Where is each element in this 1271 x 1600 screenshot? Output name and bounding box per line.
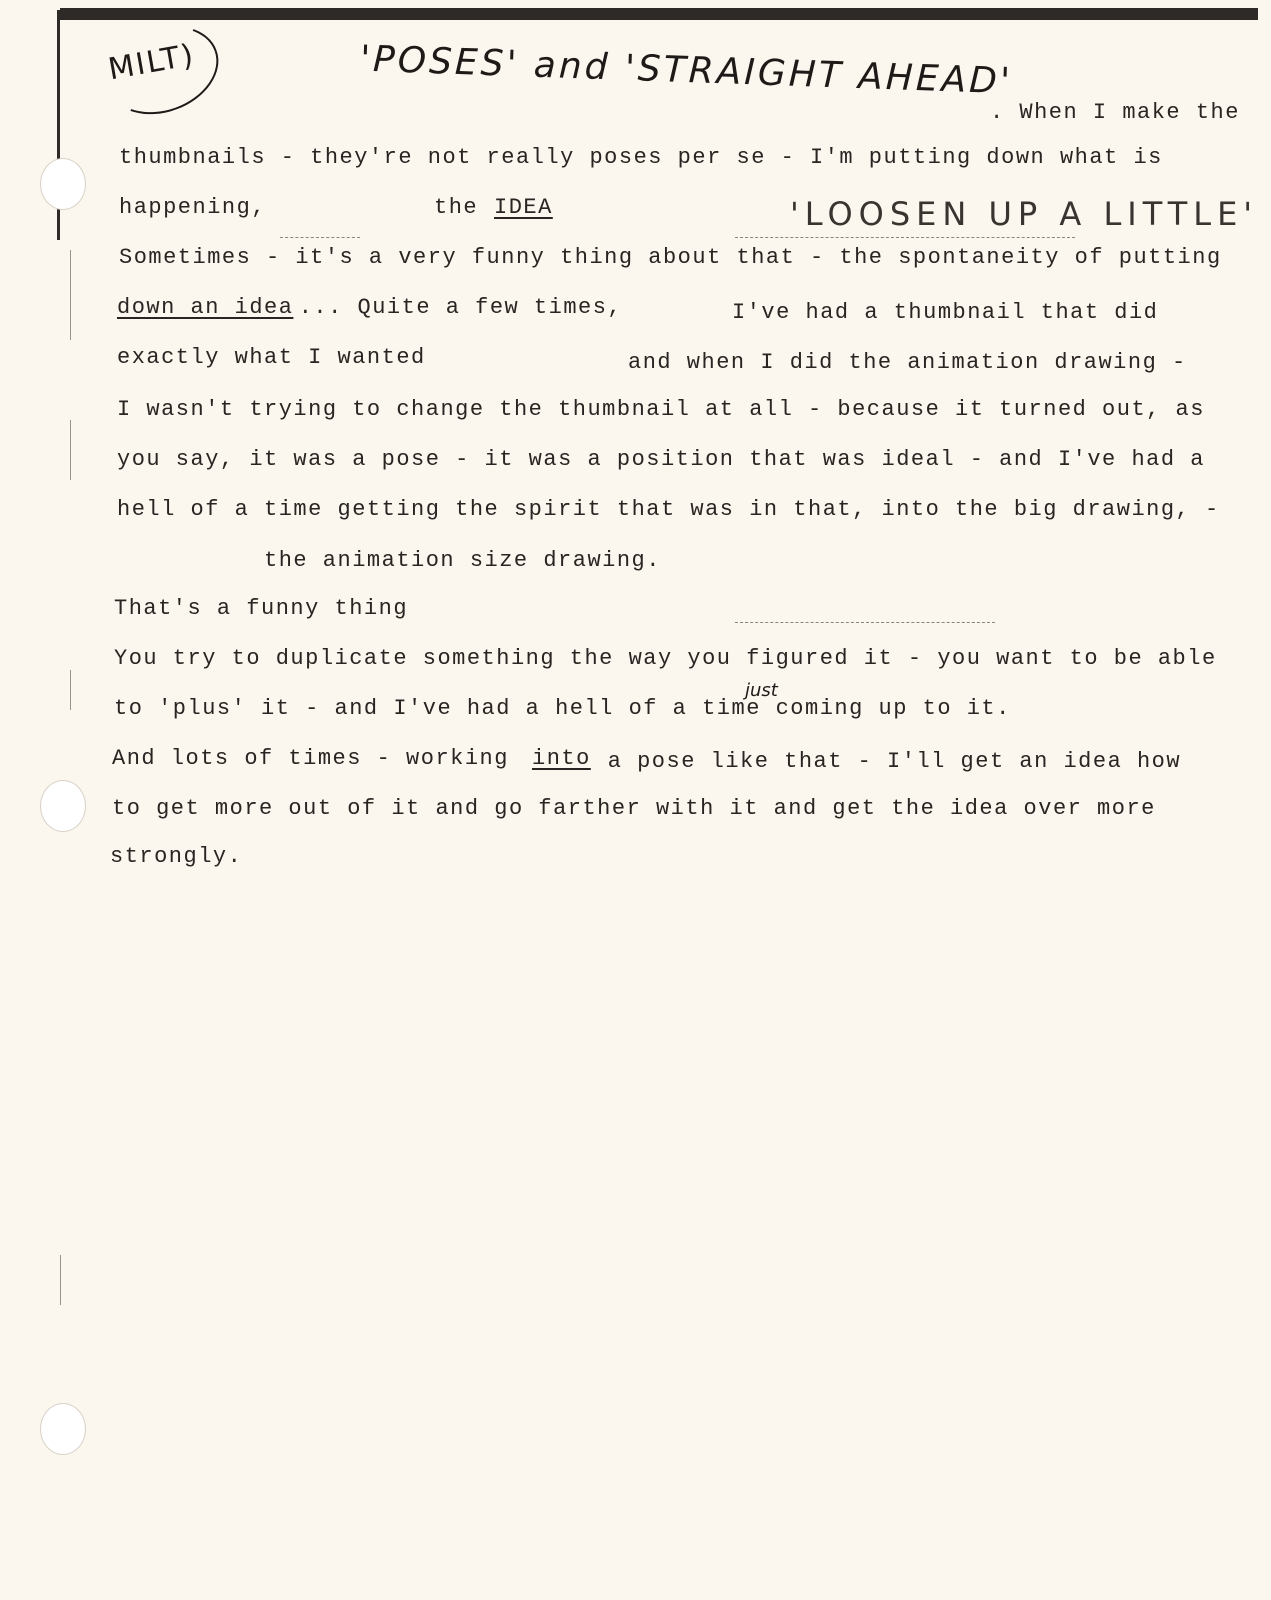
text-line: to get more out of it and go farther with it and get the idea over more bbox=[112, 796, 1156, 821]
handwritten-margin-note: 'LOOSEN UP A LITTLE' bbox=[790, 195, 1259, 233]
erasure-mark bbox=[735, 622, 995, 623]
text-line: a pose like that - I'll get an idea how bbox=[593, 749, 1182, 774]
text-line: That's a funny thing bbox=[114, 596, 409, 621]
handwritten-name: MILT) bbox=[105, 37, 198, 88]
text-line: strongly. bbox=[110, 844, 243, 869]
text-line: exactly what I wanted bbox=[117, 345, 426, 370]
punch-hole bbox=[40, 1403, 86, 1455]
erasure-mark bbox=[280, 237, 360, 238]
top-border bbox=[60, 8, 1258, 20]
handwritten-insertion: just bbox=[745, 680, 778, 701]
text-line-underlined: IDEA bbox=[494, 195, 553, 220]
margin-mark bbox=[70, 250, 71, 340]
text-line-underlined: down an idea bbox=[117, 295, 294, 320]
margin-mark bbox=[60, 1255, 61, 1305]
text-line: to 'plus' it - and I've had a hell of a time coming up to it. bbox=[114, 696, 1011, 721]
margin-mark bbox=[70, 670, 71, 710]
text-line: And lots of times - working bbox=[112, 746, 524, 771]
text-line: You try to duplicate something the way you figured it - you want to be able bbox=[114, 646, 1217, 671]
text-line: happening, bbox=[119, 195, 267, 220]
text-line: I've had a thumbnail that did bbox=[732, 300, 1159, 325]
text-line-underlined: into bbox=[532, 746, 591, 771]
text-line: you say, it was a pose - it was a position that was ideal - and I've had a bbox=[117, 447, 1205, 472]
text-line: . When I make the bbox=[990, 100, 1240, 125]
text-line: the animation size drawing. bbox=[264, 548, 661, 573]
text-line: and when I did the animation drawing - bbox=[628, 350, 1187, 375]
text-line: hell of a time getting the spirit that was in that, into the big drawing, - bbox=[117, 497, 1220, 522]
punch-hole bbox=[40, 780, 86, 832]
text-line: Sometimes - it's a very funny thing about that - the spontaneity of putting bbox=[119, 245, 1222, 270]
margin-mark bbox=[70, 420, 71, 480]
text-line: I wasn't trying to change the thumbnail at all - because it turned out, as bbox=[117, 397, 1205, 422]
handwritten-title: 'POSES' and 'STRAIGHT AHEAD' bbox=[359, 38, 1014, 103]
text-line: thumbnails - they're not really poses per se - I'm putting down what is bbox=[119, 145, 1163, 170]
erasure-mark bbox=[735, 237, 1075, 238]
text-line: the bbox=[434, 195, 479, 220]
punch-hole bbox=[40, 158, 86, 210]
text-line: ... Quite a few times, bbox=[284, 295, 623, 320]
